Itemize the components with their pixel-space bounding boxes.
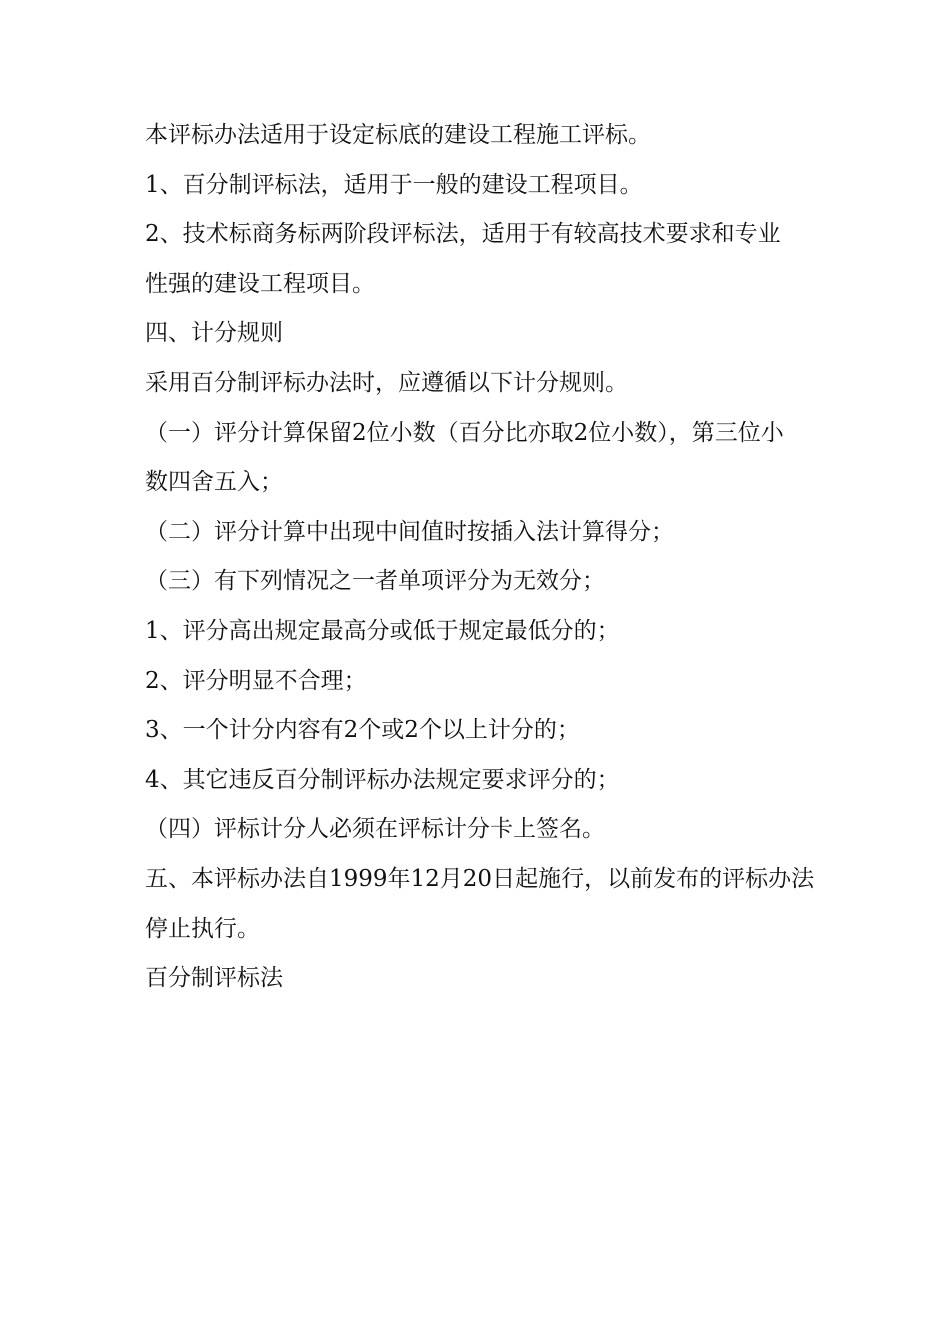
- text-line-invalid-2: 2、评分明显不合理；: [145, 667, 367, 694]
- text-line-invalid-1: 1、评分高出规定最高分或低于规定最低分的；: [145, 617, 620, 644]
- text-line-rules-intro: 采用百分制评标办法时，应遵循以下计分规则。: [145, 369, 628, 396]
- text-line-invalid-4: 4、其它违反百分制评标办法规定要求评分的；: [145, 766, 620, 793]
- text-line-rule-1-cont: 数四舍五入；: [145, 469, 283, 496]
- section-heading-scoring-rules: 四、计分规则: [145, 320, 283, 347]
- text-line-method-1: 1、百分制评标法，适用于一般的建设工程项目。: [145, 171, 643, 198]
- text-line-rule-3: （三）有下列情况之一者单项评分为无效分；: [145, 568, 605, 595]
- text-line-rule-1: （一）评分计算保留2位小数（百分比亦取2位小数），第三位小: [145, 419, 784, 446]
- section-heading-effective-date: 五、本评标办法自1999年12月20日起施行，以前发布的评标办法: [145, 865, 815, 892]
- section-heading-percentage-method: 百分制评标法: [145, 965, 283, 992]
- text-line-scope: 本评标办法适用于设定标底的建设工程施工评标。: [145, 122, 651, 148]
- text-line-rule-2: （二）评分计算中出现中间值时按插入法计算得分；: [145, 518, 674, 545]
- document-body: [145, 111, 815, 1004]
- text-line-method-2: 2、技术标商务标两阶段评标法，适用于有较高技术要求和专业: [145, 221, 781, 248]
- text-line-method-2-cont: 性强的建设工程项目。: [145, 270, 375, 297]
- text-line-effective-date-cont: 停止执行。: [145, 915, 260, 942]
- text-line-rule-4: （四）评标计分人必须在评标计分卡上签名。: [145, 816, 605, 843]
- text-line-invalid-3: 3、一个计分内容有2个或2个以上计分的；: [145, 717, 580, 744]
